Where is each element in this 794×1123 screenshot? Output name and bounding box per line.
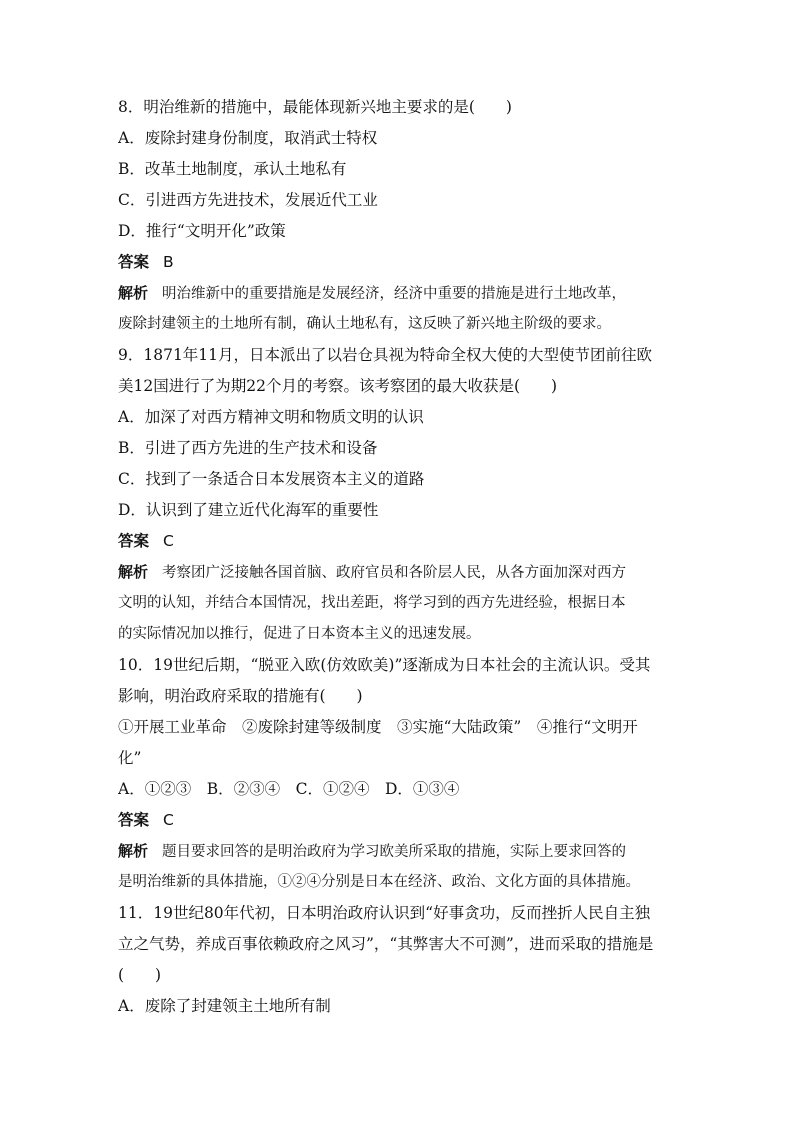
answer-value: C	[163, 532, 174, 550]
q11-option-a: A．废除了封建领主土地所有制	[118, 997, 331, 1015]
q9-option-c: C．找到了一条适合日本发展资本主义的道路	[118, 470, 425, 488]
q10-stem-line-4: 化”	[118, 749, 142, 767]
explanation-label: 解析	[118, 284, 149, 302]
answer-label: 答案	[118, 532, 150, 550]
q10-explanation-line-1: 解析 题目要求回答的是明治政府为学习欧美所采取的措施，实际上要求回答的	[118, 842, 627, 860]
q9-explanation-line-2: 文明的认知，并结合本国情况，找出差距，将学习到的西方先进经验，根据日本	[118, 595, 626, 611]
q9-explanation-line-1: 解析 考察团广泛接触各国首脑、政府官员和各阶层人民，从各方面加深对西方	[118, 563, 627, 581]
answer-value: C	[163, 811, 174, 829]
q9-stem-line-1: 9．1871年11月，日本派出了以岩仓具视为特命全权大使的大型使节团前往欧	[118, 346, 653, 364]
q10-explanation-line-2: 是明治维新的具体措施，①②④分别是日本在经济、政治、文化方面的具体措施。	[118, 874, 640, 890]
question-document	[118, 92, 684, 1022]
q9-explanation-line-3: 的实际情况加以推行，促进了日本资本主义的迅速发展。	[118, 626, 481, 642]
q9-option-a: A．加深了对西方精神文明和物质文明的认识	[118, 408, 424, 426]
q8-explanation-line-2: 废除封建领主的土地所有制，确认土地私有，这反映了新兴地主阶级的要求。	[118, 316, 611, 332]
explanation-label: 解析	[118, 563, 149, 581]
q9-answer	[118, 526, 684, 557]
q10-stem-line-3: ①开展工业革命 ②废除封建等级制度 ③实施“大陆政策” ④推行“文明开	[118, 718, 638, 736]
q10-stem-line-1: 10．19世纪后期，“脱亚入欧(仿效欧美)”逐渐成为日本社会的主流认识。受其	[118, 656, 651, 674]
q11-stem-line-2: 立之气势，养成百事依赖政府之风习”，“其弊害大不可测”，进而采取的措施是	[118, 935, 654, 953]
q11-stem-line-3: ( )	[118, 966, 162, 984]
q8-option-b: B．改革土地制度，承认土地私有	[118, 160, 347, 178]
q9-option-b: B．引进了西方先进的生产技术和设备	[118, 439, 378, 457]
q10-answer	[118, 805, 684, 836]
answer-value: B	[163, 253, 174, 271]
q8-explanation-line-1: 解析 明治维新中的重要措施是发展经济，经济中重要的措施是进行土地改革，	[118, 284, 627, 302]
q8-option-d: D．推行“文明开化”政策	[118, 222, 286, 240]
answer-label: 答案	[118, 253, 150, 271]
explanation-label: 解析	[118, 842, 149, 860]
q8-stem: 8．明治维新的措施中，最能体现新兴地主要求的是( )	[118, 98, 512, 116]
q11-stem-line-1: 11．19世纪80年代初，日本明治政府认识到“好事贪功，反而挫折人民自主独	[118, 904, 651, 922]
q8-option-c: C．引进西方先进技术，发展近代工业	[118, 191, 378, 209]
q9-stem-line-2: 美12国进行了为期22个月的考察。该考察团的最大收获是( )	[118, 377, 558, 395]
q8-answer	[118, 247, 684, 278]
q8-option-a: A．废除封建身份制度，取消武士特权	[118, 129, 378, 147]
q10-options: A．①②③ B．②③④ C．①②④ D．①③④	[118, 780, 460, 798]
answer-label: 答案	[118, 811, 150, 829]
q9-option-d: D．认识到了建立近代化海军的重要性	[118, 501, 379, 519]
q10-stem-line-2: 影响，明治政府采取的措施有( )	[118, 687, 363, 705]
